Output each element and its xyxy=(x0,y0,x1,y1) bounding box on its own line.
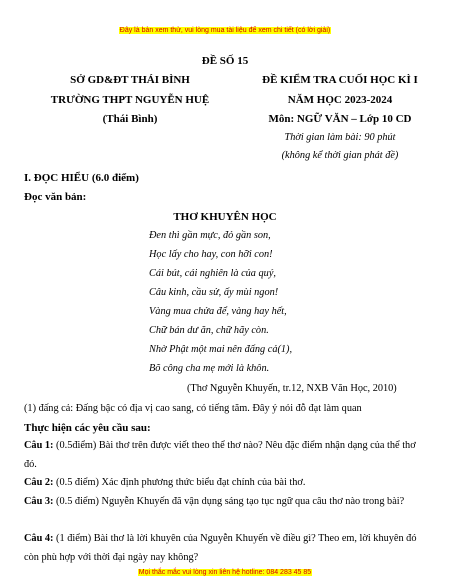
read-label: Đọc văn bản: xyxy=(24,191,87,203)
question-label: Câu 1: xyxy=(24,440,54,451)
poem-line: Bõ công cha mẹ mới là khôn. xyxy=(149,363,270,374)
subject: Môn: NGỮ VĂN – Lớp 10 CD xyxy=(268,113,412,125)
hotline-banner: Mọi thắc mắc vui lòng xin liên hệ hotline: 084 283 45 85 xyxy=(138,569,312,576)
section-title: I. ĐỌC HIỂU (6.0 điểm) xyxy=(24,172,139,184)
poem-line: Chữ bán dư ăn, chữ hãy còn. xyxy=(149,325,269,336)
exam-number: ĐỀ SỐ 15 xyxy=(201,55,249,67)
school-name: TRƯỜNG THPT NGUYỄN HUỆ xyxy=(50,94,210,106)
question-label: Câu 4: xyxy=(24,533,54,544)
poem-line: Nhờ Phật một mai nên đấng cả(1), xyxy=(149,344,293,355)
question-2 xyxy=(24,474,428,493)
poem-source: (Thơ Nguyễn Khuyến, tr.12, NXB Văn Học, 2010) xyxy=(187,383,397,394)
poem-line: Câu kinh, cầu sử, ấy mùi ngon! xyxy=(149,287,279,298)
question-text: (0.5 điểm) Xác định phương thức biểu đạt chính của bài thơ. xyxy=(53,477,306,488)
poem-line: Vàng mua chửa để, vàng hay hết, xyxy=(149,306,287,317)
question-text: (1 điểm) Bài thơ là lời khuyên của Nguyễn Khuyến về điều gì? Theo em, lời khuyên đó còn phù hợp với thời đại ngày nay không? xyxy=(24,533,417,563)
school-year: NĂM HỌC 2023-2024 xyxy=(287,94,393,106)
exam-title: ĐỀ KIỂM TRA CUỐI HỌC KÌ I xyxy=(262,74,418,86)
question-text: (0.5điểm) Bài thơ trên được viết theo thể thơ nào? Nêu đặc điểm nhận dạng của thể thơ đó. xyxy=(24,440,416,470)
question-3 xyxy=(24,493,428,512)
question-text: (0.5 điểm) Nguyễn Khuyến đã vận dụng sáng tạo tục ngữ qua câu thơ nào trong bài? xyxy=(53,496,405,507)
school-location: (Thái Bình) xyxy=(102,113,158,125)
question-4 xyxy=(24,530,428,567)
exam-duration-note: (không kể thời gian phát đề) xyxy=(281,150,399,161)
requirements-label: Thực hiện các yêu cầu sau: xyxy=(24,422,151,434)
poem-line: Cái bút, cái nghiên là của quý, xyxy=(149,268,276,279)
poem-line: Học lấy cho hay, con hỡi con! xyxy=(149,249,273,260)
poem-line: Đen thì gần mực, đỏ gần son, xyxy=(149,230,271,241)
preview-banner: Đây là bản xem thử, vui lòng mua tài liệu để xem chi tiết (có lời giải) xyxy=(119,27,331,34)
question-label: Câu 2: xyxy=(24,477,54,488)
question-label: Câu 3: xyxy=(24,496,54,507)
exam-duration: Thời gian làm bài: 90 phút xyxy=(284,132,396,143)
department-name: SỞ GD&ĐT THÁI BÌNH xyxy=(70,74,190,86)
question-1 xyxy=(24,437,428,474)
footnote: (1) đấng cả: Đấng bậc có địa vị cao sang, có tiếng tăm. Đây ý nói đỗ đạt làm quan xyxy=(24,403,362,414)
poem-title: THƠ KHUYÊN HỌC xyxy=(173,211,277,223)
